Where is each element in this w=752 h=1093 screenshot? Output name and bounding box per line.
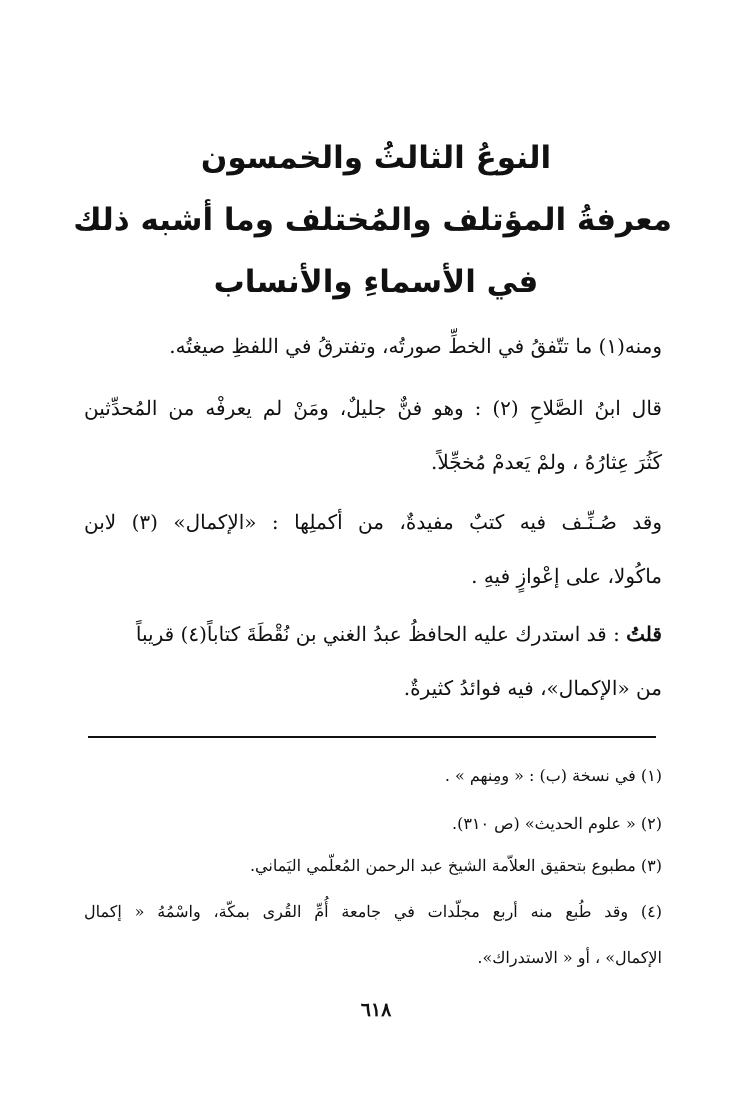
qultu-lead-word: قلتُ [626, 622, 662, 646]
body-paragraph-3-line-2: ماكُولا، على إعْوازٍ فيهِ . [471, 564, 662, 588]
page-number: ٦١٨ [360, 999, 392, 1021]
body-paragraph-4-line-1 [84, 618, 662, 650]
footnote-4-line-1: (٤) وقد طُبع منه أربع مجلّدات في جامعة أُمِّ القُرى بمكّة، واسْمُهُ « إكمال [84, 902, 663, 921]
body-paragraph-2-line-1: قال ابنُ الصَّلاحِ (٢) : وهو فنٌّ جليلٌ، ومَنْ لم يعرفْه من المُحدِّثين [84, 396, 662, 420]
body-paragraph-4-line-2: من «الإكمال»، فيه فوائدُ كثيرةٌ. [403, 676, 662, 700]
footnote-2: (٢) « علوم الحديث» (ص ٣١٠). [451, 814, 662, 833]
chapter-heading-line-2: معرفةُ المؤتلف والمُختلف وما أشبه ذلك [73, 202, 672, 238]
chapter-heading-line-1: النوعُ الثالثُ والخمسون [200, 140, 552, 176]
footnote-1: (١) في نسخة (ب) : « ومِنهم » . [444, 766, 662, 785]
body-paragraph-2-line-2: كَثُرَ عِثارُهُ ، ولمْ يَعدمْ مُخجِّلاً. [430, 450, 662, 474]
body-paragraph-4-line-1-text: : قد استدرك عليه الحافظُ عبدُ الغني بن نُقْطَةَ كتاباً(٤) قريباً [135, 622, 627, 646]
footnote-3: (٣) مطبوع بتحقيق العلاّمة الشيخ عبد الرحمن المُعلّمي اليَماني. [249, 856, 662, 875]
footnote-4-line-2: الإكمال» ، أو « الاستدراك». [477, 948, 662, 967]
body-paragraph-1: ومنه(١) ما تتّفقُ في الخطِّ صورتُه، وتفترقُ في اللفظِ صيغتُه. [169, 334, 662, 358]
footnote-separator-rule [88, 736, 656, 738]
chapter-heading-line-3: في الأسماءِ والأنساب [213, 264, 539, 300]
body-paragraph-3-line-1: وقد صُـنِّـف فيه كتبٌ مفيدةٌ، من أكملِها : «الإكمال» (٣) لابن [84, 510, 663, 534]
